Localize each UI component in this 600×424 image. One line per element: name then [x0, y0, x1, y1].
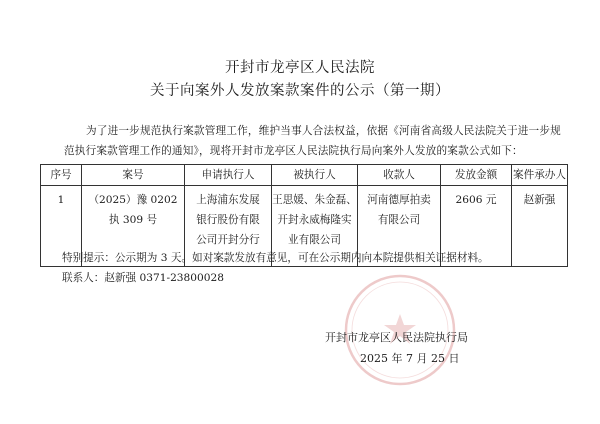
header-amount: 发放金额 — [441, 165, 512, 186]
applicant-line1: 上海浦东发展 — [196, 194, 260, 206]
document-title-notice: 关于向案外人发放案款案件的公示（第一期） — [150, 83, 450, 99]
respondent-line1: 王思媛、朱金磊、 — [272, 194, 357, 206]
intro-paragraph-line1: 为了进一步规范执行案款管理工作，维护当事人合法权益，依据《河南省高级人民法院关于进一步规 — [86, 125, 561, 137]
contact-info: 联系人：赵新强 0371-23800028 — [62, 272, 224, 284]
special-notice: 特别提示：公示期为 3 天。如对案款发放有意见，可在公示期内向本院提供相关证据材料。 — [62, 252, 489, 264]
signature-date: 2025 年 7 月 25 日 — [360, 352, 460, 365]
respondent-line3: 业有限公司 — [288, 234, 341, 246]
case-number-line2: 执 309 号 — [108, 214, 158, 226]
respondent-line2: 开封永威梅隆实 — [277, 214, 352, 226]
header-index: 序号 — [41, 165, 82, 186]
table-header-row — [41, 165, 568, 186]
header-payee: 收款人 — [358, 165, 441, 186]
payee-line1: 河南德厚拍卖 — [367, 194, 431, 206]
cell-handler: 赵新强 — [512, 186, 568, 267]
header-respondent: 被执行人 — [272, 165, 358, 186]
payee-line2: 有限公司 — [377, 214, 421, 226]
applicant-line2: 银行股份有限 — [196, 214, 260, 226]
applicant-line3: 公司开封分行 — [196, 234, 260, 246]
header-applicant: 申请执行人 — [185, 165, 272, 186]
case-number-line1: （2025）豫 0202 — [88, 194, 178, 206]
signature-organization: 开封市龙亭区人民法院执行局 — [325, 331, 468, 344]
document-title-court: 开封市龙亭区人民法院 — [225, 60, 375, 76]
header-handler: 案件承办人 — [512, 165, 568, 186]
intro-paragraph-line2: 范执行案款管理工作的通知》，现将开封市龙亭区人民法院执行局向案外人发放的案款公式如下： — [64, 145, 523, 157]
cell-index: 1 — [41, 186, 82, 267]
header-case-number: 案号 — [82, 165, 185, 186]
cell-amount: 2606 元 — [441, 186, 512, 267]
